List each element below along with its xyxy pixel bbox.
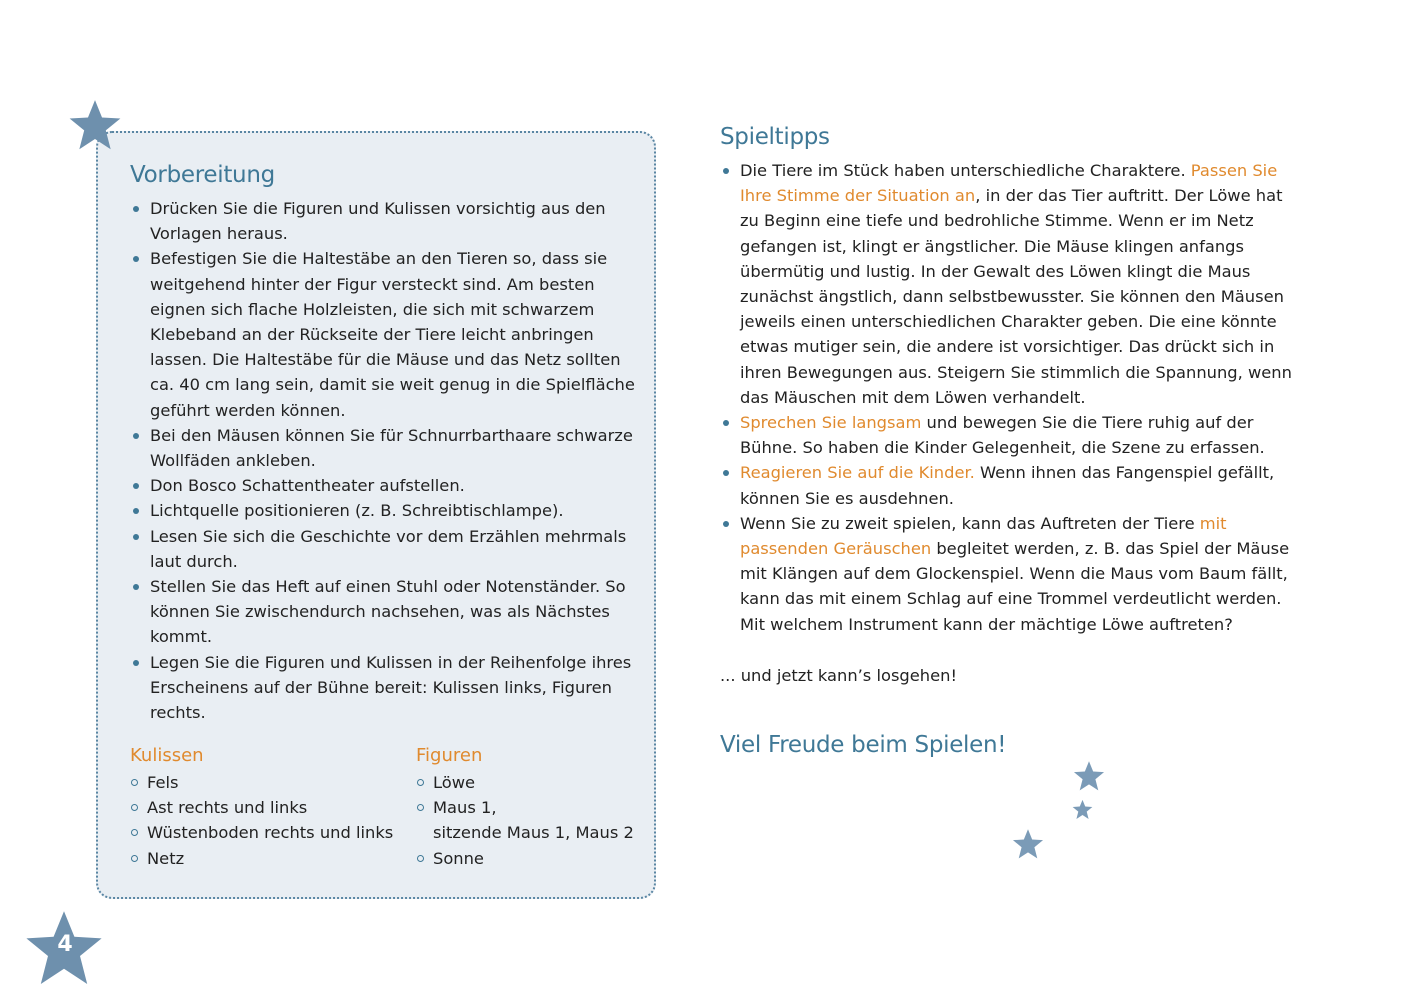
text-span: begleitet werden, z. B. das Spiel der Mäuse mit Klängen auf dem Glockenspiel. Wenn die Maus vom Baum fällt, kann das mit einem Schlag auf eine Trommel verdeutlicht werden. Mit welchem Instrument kann der mächtige Löwe auftreten? — [740, 539, 1290, 634]
list-item-line: sitzende Maus 1, Maus 2 — [433, 823, 634, 843]
kulissen-list — [130, 770, 410, 871]
list-item: Lesen Sie sich die Geschichte vor dem Erzählen mehrmals laut durch. — [130, 524, 640, 574]
text-span: Wenn Sie zu zweit spielen, kann das Auftreten der Tiere — [740, 513, 1200, 533]
list-item: Fels — [130, 770, 410, 795]
highlight-text: Reagieren Sie auf die Kinder. — [740, 463, 975, 483]
highlight-text: Sprechen Sie langsam — [740, 413, 922, 433]
star-icon — [1012, 828, 1044, 860]
text-span: und bewegen Sie die Tiere ruhig auf der Bühne. So haben die Kinder Gelegenheit, die Szene zu erfassen. — [740, 413, 1265, 458]
list-item — [720, 511, 1300, 637]
star-icon — [1073, 760, 1105, 792]
list-item: Bei den Mäusen können Sie für Schnurrbarthaare schwarze Wollfäden ankleben. — [130, 423, 640, 473]
list-item: Befestigen Sie die Haltestäbe an den Tieren so, dass sie weitgehend hinter der Figur versteckt sind. Am besten eignen sich flache Holzleisten, die sich mit schwarzem Klebeband an der Rückseite der Tiere leicht anbringen lassen. Die Haltestäbe für die Mäuse und das Netz sollten ca. 40 cm lang sein, damit sie weit genug in die Spielfläche geführt werden können. — [130, 246, 640, 422]
text-span: Wenn ihnen das Fangenspiel gefällt, können Sie es ausdehnen. — [740, 463, 1275, 508]
list-item: Ast rechts und links — [130, 795, 410, 820]
text-span: , in der das Tier auftritt. Der Löwe hat zu Beginn eine tiefe und bedrohliche Stimme. Wenn er im Netz gefangen ist, klingt er ängstlicher. Die Mäuse klingen anfangs übermütig und lustig. In der Gewalt des Löwen klingt die Maus zunächst ängstlich, dann selbstbewusster. Sie können den Mäusen jeweils einen unterschiedlichen Charakter geben. Die eine könnte etwas mutiger sein, die andere ist vorsichtiger. Das drückt sich in ihren Bewegungen aus. Steigern Sie stimmlich die Spannung, wenn das Mäuschen mit dem Löwen verhandelt. — [740, 186, 1292, 407]
list-item — [416, 795, 646, 845]
star-icon — [1072, 799, 1093, 820]
list-item-line: Maus 1, — [433, 798, 497, 818]
preparation-title: Vorbereitung — [130, 162, 275, 188]
text-span: Die Tiere im Stück haben unterschiedliche Charaktere. — [740, 161, 1191, 180]
kulissen-title: Kulissen — [130, 745, 204, 766]
list-item: Netz — [130, 846, 410, 871]
highlight-text: Passen Sie Ihre Stimme der Situation an — [740, 161, 1278, 206]
list-item: Sonne — [416, 846, 646, 871]
list-item: Stellen Sie das Heft auf einen Stuhl oder Notenständer. So können Sie zwischendurch nachsehen, was als Nächstes kommt. — [130, 574, 640, 650]
page-number: 4 — [57, 932, 73, 957]
list-item — [720, 460, 1300, 510]
star-icon — [68, 98, 122, 152]
list-item: Lichtquelle positionieren (z. B. Schreibtischlampe). — [130, 498, 640, 523]
closing-title: Viel Freude beim Spielen! — [720, 732, 1007, 758]
list-item: Don Bosco Schattentheater aufstellen. — [130, 473, 640, 498]
closing-line: ... und jetzt kann’s losgehen! — [720, 666, 957, 685]
figuren-list — [416, 770, 646, 871]
list-item — [720, 158, 1300, 410]
list-item — [720, 410, 1300, 460]
figuren-title: Figuren — [416, 745, 483, 766]
list-item: Legen Sie die Figuren und Kulissen in der Reihenfolge ihres Erscheinens auf der Bühne bereit: Kulissen links, Figuren rechts. — [130, 650, 640, 726]
list-item: Wüstenboden rechts und links — [130, 820, 410, 845]
tips-list — [720, 158, 1300, 637]
tips-title: Spieltipps — [720, 124, 830, 150]
highlight-text: mit passenden Geräuschen — [740, 513, 1227, 559]
list-item: Drücken Sie die Figuren und Kulissen vorsichtig aus den Vorlagen heraus. — [130, 196, 640, 246]
preparation-list — [130, 196, 640, 725]
list-item: Löwe — [416, 770, 646, 795]
